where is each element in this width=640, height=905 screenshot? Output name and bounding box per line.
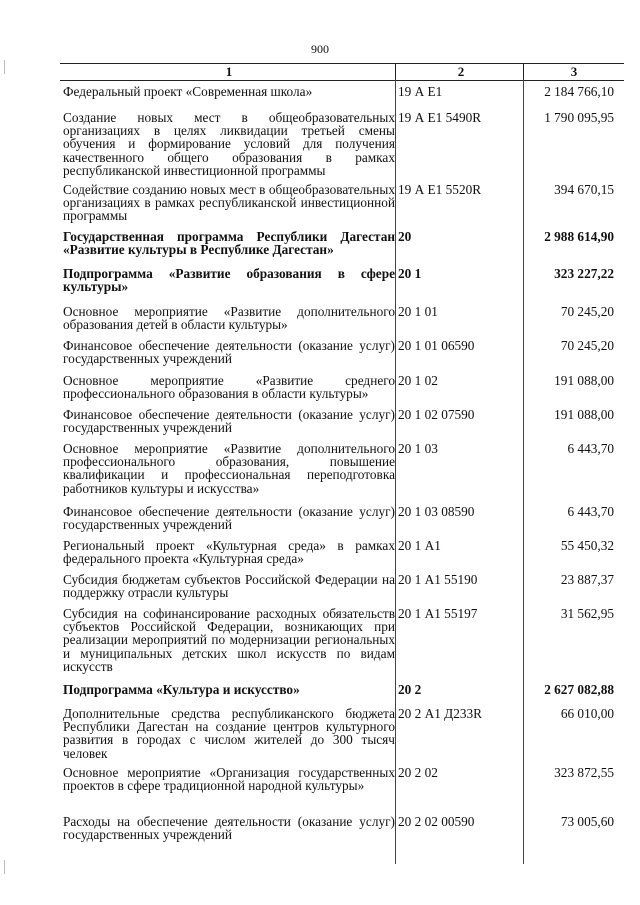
row-name: Основное мероприятие «Развитие среднего профессионального образования в области культуры»	[63, 373, 395, 402]
table-row	[60, 305, 624, 331]
row-amount: 394 670,15	[554, 182, 614, 197]
table-row	[60, 267, 624, 293]
table-row	[60, 111, 624, 177]
row-amount: 70 245,20	[560, 304, 614, 319]
page-number: 900	[311, 42, 329, 56]
table-row	[60, 607, 624, 673]
row-name: Расходы на обеспечение деятельности (оказание услуг) государственных учреждений	[63, 814, 395, 843]
table-row	[60, 683, 624, 696]
table-row	[60, 505, 624, 531]
column-header-1: 1	[225, 64, 233, 79]
row-amount: 2 184 766,10	[544, 84, 614, 99]
row-name: Основное мероприятие «Развитие дополнительного профессионального образования, повышение квалификации и профессиональная переподготовка работников культуры и искусства»	[63, 441, 395, 496]
row-code: 20 1	[398, 266, 422, 281]
row-code: 20 2 02 00590	[398, 814, 475, 829]
column-header-3: 3	[523, 64, 624, 80]
row-amount: 191 088,00	[554, 407, 614, 422]
table-row	[60, 408, 624, 434]
row-code: 19 А Е1 5490R	[398, 110, 482, 125]
row-code: 20 2	[398, 682, 422, 697]
row-name: Региональный проект «Культурная среда» в рамках федерального проекта «Культурная среда»	[63, 538, 395, 567]
row-code: 20 1 А1	[398, 538, 441, 553]
row-code: 20 2 02	[398, 765, 438, 780]
row-amount: 55 450,32	[560, 538, 614, 553]
row-amount: 6 443,70	[567, 441, 614, 456]
column-header-2: 2	[395, 64, 523, 80]
row-code: 19 А Е1 5520R	[398, 182, 482, 197]
row-code: 20 1 А1 55190	[398, 572, 478, 587]
row-amount: 6 443,70	[567, 504, 614, 519]
row-name: Государственная программа Республики Дагестан «Развитие культуры в Республике Дагестан»	[63, 229, 395, 258]
row-code: 20	[398, 229, 412, 244]
table-row	[60, 573, 624, 599]
row-code: 20 1 02 07590	[398, 407, 475, 422]
table-header	[60, 63, 624, 81]
table-row	[60, 339, 624, 365]
row-name: Основное мероприятие «Развитие дополнительного образования детей в области культуры»	[63, 304, 395, 333]
row-name: Дополнительные средства республиканского бюджета Республики Дагестан на создание центров культурного развития в городах с числом жителей до 300 тысяч человек	[63, 706, 395, 761]
row-name: Финансовое обеспечение деятельности (оказание услуг) государственных учреждений	[63, 407, 395, 436]
row-amount: 70 245,20	[560, 338, 614, 353]
row-name: Финансовое обеспечение деятельности (оказание услуг) государственных учреждений	[63, 504, 395, 533]
row-amount: 23 887,37	[560, 572, 614, 587]
row-name: Подпрограмма «Культура и искусство»	[63, 682, 300, 697]
row-amount: 31 562,95	[560, 606, 614, 621]
row-name: Субсидия на софинансирование расходных обязательств субъектов Российской Федерации, возникающих при реализации мероприятий по модернизации региональных и муниципальных детских школ искусств по видам искусств	[63, 606, 395, 674]
row-code: 20 1 01	[398, 304, 438, 319]
table-row	[60, 374, 624, 400]
row-name: Финансовое обеспечение деятельности (оказание услуг) государственных учреждений	[63, 338, 395, 367]
row-amount: 323 872,55	[554, 765, 614, 780]
row-amount: 191 088,00	[554, 373, 614, 388]
row-amount: 66 010,00	[560, 706, 614, 721]
row-name: Создание новых мест в общеобразовательных организациях в целях ликвидации третьей смены обучения и формирование условий для получения качественного общего образования в рамках республиканской инвестиционной программы	[63, 110, 395, 178]
row-name: Федеральный проект «Современная школа»	[63, 84, 313, 99]
row-name: Субсидия бюджетам субъектов Российской Федерации на поддержку отрасли культуры	[63, 572, 395, 601]
scan-mark	[4, 60, 5, 74]
table-row	[60, 183, 624, 223]
row-amount: 323 227,22	[554, 266, 614, 281]
row-code: 20 1 02	[398, 373, 438, 388]
row-name: Содействие созданию новых мест в общеобразовательных организациях в рамках республиканской инвестиционной программы	[63, 182, 395, 224]
table-row	[60, 707, 624, 760]
row-amount: 2 988 614,90	[544, 229, 614, 244]
scan-mark	[4, 860, 5, 874]
row-amount: 1 790 095,95	[544, 110, 614, 125]
row-amount: 73 005,60	[560, 814, 614, 829]
table-row	[60, 230, 624, 256]
row-amount: 2 627 082,88	[544, 682, 614, 697]
row-code: 20 2 А1 Д233R	[398, 706, 483, 721]
table-row	[60, 766, 624, 792]
row-code: 20 1 А1 55197	[398, 606, 478, 621]
budget-table	[60, 63, 624, 843]
table-row	[60, 815, 624, 841]
table-row	[60, 442, 624, 495]
table-row	[60, 539, 624, 565]
table-row	[60, 85, 624, 98]
row-code: 20 1 03	[398, 441, 438, 456]
row-name: Подпрограмма «Развитие образования в сфере культуры»	[63, 266, 395, 295]
row-code: 20 1 01 06590	[398, 338, 475, 353]
row-name: Основное мероприятие «Организация государственных проектов в сфере традиционной народной культуры»	[63, 765, 395, 794]
row-code: 20 1 03 08590	[398, 504, 475, 519]
row-code: 19 А Е1	[398, 84, 443, 99]
